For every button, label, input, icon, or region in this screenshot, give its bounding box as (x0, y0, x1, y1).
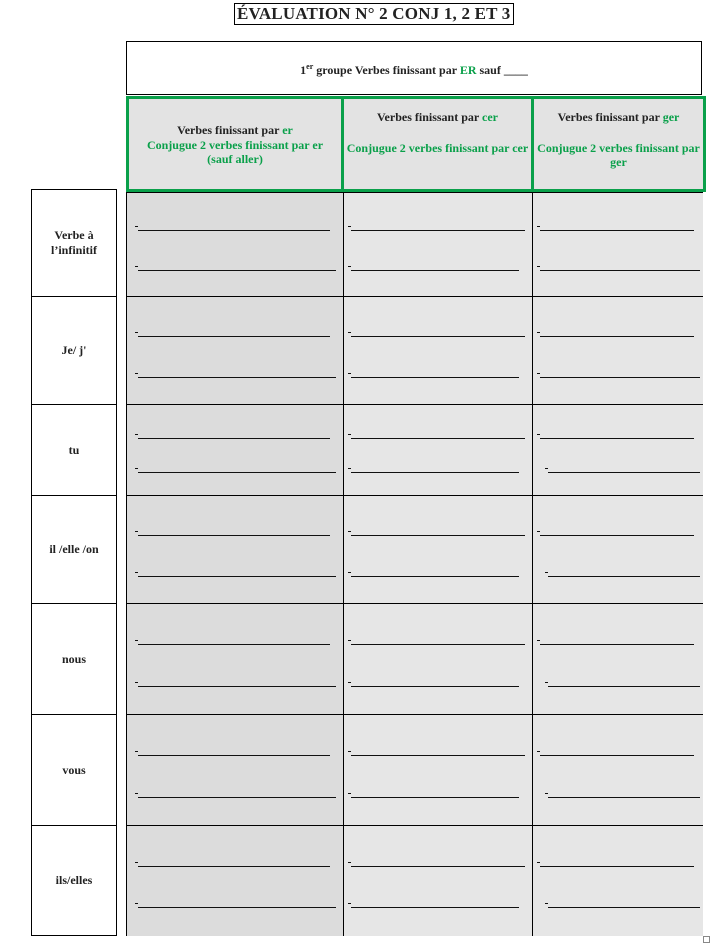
answer-line-dash (537, 751, 540, 752)
answer-line-dash (348, 226, 351, 227)
answer-line[interactable] (540, 336, 694, 337)
row-label: Verbe à l’infinitif (31, 189, 117, 297)
row-label: nous (31, 603, 117, 715)
answer-line[interactable] (540, 270, 700, 271)
answer-line-dash (135, 751, 138, 752)
answer-line-dash (135, 640, 138, 641)
answer-cell[interactable] (344, 405, 533, 496)
answer-line[interactable] (351, 797, 519, 798)
column-header-er (126, 96, 344, 192)
row-label: tu (31, 404, 117, 496)
answer-line-dash (545, 903, 548, 904)
answer-line-dash (135, 682, 138, 683)
answer-line-dash (348, 266, 351, 267)
answer-line-dash (135, 468, 138, 469)
answer-line-dash (537, 640, 540, 641)
answer-line-dash (135, 226, 138, 227)
answer-cell[interactable] (533, 193, 703, 297)
header-prefix: 1 (300, 63, 307, 77)
answer-line[interactable] (351, 576, 519, 577)
column-header-title: Verbes finissant par ger (557, 110, 680, 124)
answer-line[interactable] (540, 230, 694, 231)
answer-line-dash (537, 862, 540, 863)
answer-line-dash (348, 373, 351, 374)
answer-line-dash (537, 266, 540, 267)
answer-cell[interactable] (344, 604, 533, 715)
answer-line-dash (348, 531, 351, 532)
answer-line[interactable] (138, 336, 330, 337)
answer-line-dash (537, 531, 540, 532)
answer-line[interactable] (351, 438, 525, 439)
answer-line[interactable] (138, 576, 336, 577)
answer-line[interactable] (351, 755, 525, 756)
header-body: groupe Verbes finissant par (313, 63, 460, 77)
answer-line[interactable] (138, 644, 330, 645)
answer-line[interactable] (351, 336, 525, 337)
answer-line[interactable] (548, 472, 700, 473)
answer-cell[interactable] (533, 604, 703, 715)
answer-line-dash (537, 373, 540, 374)
answer-line-dash (537, 332, 540, 333)
answer-line-dash (135, 332, 138, 333)
answer-line-dash (135, 373, 138, 374)
answer-line[interactable] (548, 686, 700, 687)
column-header-title: Verbes finissant par cer (376, 110, 498, 124)
group-header-text (127, 62, 701, 78)
column-header-instruction: Conjugue 2 verbes finissant par cer (346, 141, 529, 155)
answer-line-dash (348, 468, 351, 469)
answer-line-dash (348, 572, 351, 573)
answer-line-dash (135, 434, 138, 435)
answer-line[interactable] (540, 377, 700, 378)
answer-line[interactable] (351, 535, 525, 536)
answer-grid (126, 192, 703, 936)
page-title: ÉVALUATION N° 2 CONJ 1, 2 ET 3 (234, 3, 514, 25)
answer-cell[interactable] (344, 496, 533, 604)
answer-line[interactable] (540, 866, 694, 867)
answer-cell[interactable] (127, 604, 344, 715)
answer-line-dash (348, 332, 351, 333)
header-highlight: ER (459, 63, 477, 77)
answer-line[interactable] (138, 230, 330, 231)
answer-line-dash (135, 862, 138, 863)
answer-cell[interactable] (127, 826, 344, 936)
answer-line-dash (348, 793, 351, 794)
answer-line[interactable] (351, 377, 519, 378)
answer-line[interactable] (540, 535, 694, 536)
answer-cell[interactable] (127, 405, 344, 496)
answer-cell[interactable] (127, 715, 344, 826)
answer-cell[interactable] (127, 297, 344, 405)
group-header (126, 41, 702, 95)
answer-cell[interactable] (533, 826, 703, 936)
answer-line-dash (545, 682, 548, 683)
answer-line[interactable] (138, 686, 336, 687)
header-suffix: sauf ____ (476, 63, 528, 77)
answer-line-dash (348, 682, 351, 683)
answer-cell[interactable] (533, 715, 703, 826)
answer-cell[interactable] (344, 193, 533, 297)
answer-line-dash (348, 751, 351, 752)
answer-line[interactable] (548, 797, 700, 798)
answer-line-dash (537, 434, 540, 435)
answer-line[interactable] (351, 644, 525, 645)
answer-line-dash (348, 640, 351, 641)
row-label: vous (31, 714, 117, 826)
answer-line[interactable] (351, 230, 525, 231)
answer-line[interactable] (138, 866, 330, 867)
answer-cell[interactable] (127, 193, 344, 297)
answer-line[interactable] (138, 797, 336, 798)
resize-handle (703, 936, 710, 943)
answer-line-dash (545, 572, 548, 573)
row-label: il /elle /on (31, 495, 117, 604)
answer-line-dash (135, 531, 138, 532)
answer-line[interactable] (138, 907, 336, 908)
answer-line-dash (545, 793, 548, 794)
answer-line[interactable] (540, 438, 694, 439)
answer-cell[interactable] (533, 297, 703, 405)
answer-line-dash (545, 468, 548, 469)
answer-line[interactable] (351, 686, 519, 687)
answer-line[interactable] (138, 755, 330, 756)
answer-cell[interactable] (533, 405, 703, 496)
answer-line[interactable] (138, 270, 336, 271)
answer-cell[interactable] (533, 496, 703, 604)
answer-line[interactable] (540, 644, 694, 645)
answer-cell[interactable] (344, 715, 533, 826)
answer-cell[interactable] (344, 297, 533, 405)
answer-line-dash (348, 903, 351, 904)
answer-line[interactable] (548, 576, 700, 577)
answer-line[interactable] (138, 535, 330, 536)
column-header-title: Verbes finissant par er (177, 123, 293, 137)
answer-line[interactable] (548, 907, 700, 908)
answer-line[interactable] (138, 472, 336, 473)
answer-line[interactable] (351, 907, 519, 908)
answer-cell[interactable] (127, 496, 344, 604)
answer-line[interactable] (351, 472, 519, 473)
column-header-instruction: Conjugue 2 verbes finissant par ger (537, 141, 700, 169)
answer-line-dash (135, 572, 138, 573)
answer-line-dash (135, 903, 138, 904)
header-sup: er (306, 62, 314, 71)
answer-line-dash (537, 226, 540, 227)
answer-cell[interactable] (344, 826, 533, 936)
answer-line[interactable] (138, 377, 336, 378)
column-header-instruction: Conjugue 2 verbes finissant par er (sauf aller) (146, 138, 324, 166)
answer-line-dash (135, 793, 138, 794)
answer-line[interactable] (351, 866, 525, 867)
answer-line[interactable] (540, 755, 694, 756)
answer-line-dash (348, 434, 351, 435)
column-header-cer (341, 96, 534, 192)
row-label: ils/elles (31, 825, 117, 936)
answer-line[interactable] (138, 438, 330, 439)
answer-line-dash (348, 862, 351, 863)
column-header-ger (531, 96, 706, 192)
row-label: Je/ j' (31, 296, 117, 405)
answer-line[interactable] (351, 270, 519, 271)
answer-line-dash (135, 266, 138, 267)
